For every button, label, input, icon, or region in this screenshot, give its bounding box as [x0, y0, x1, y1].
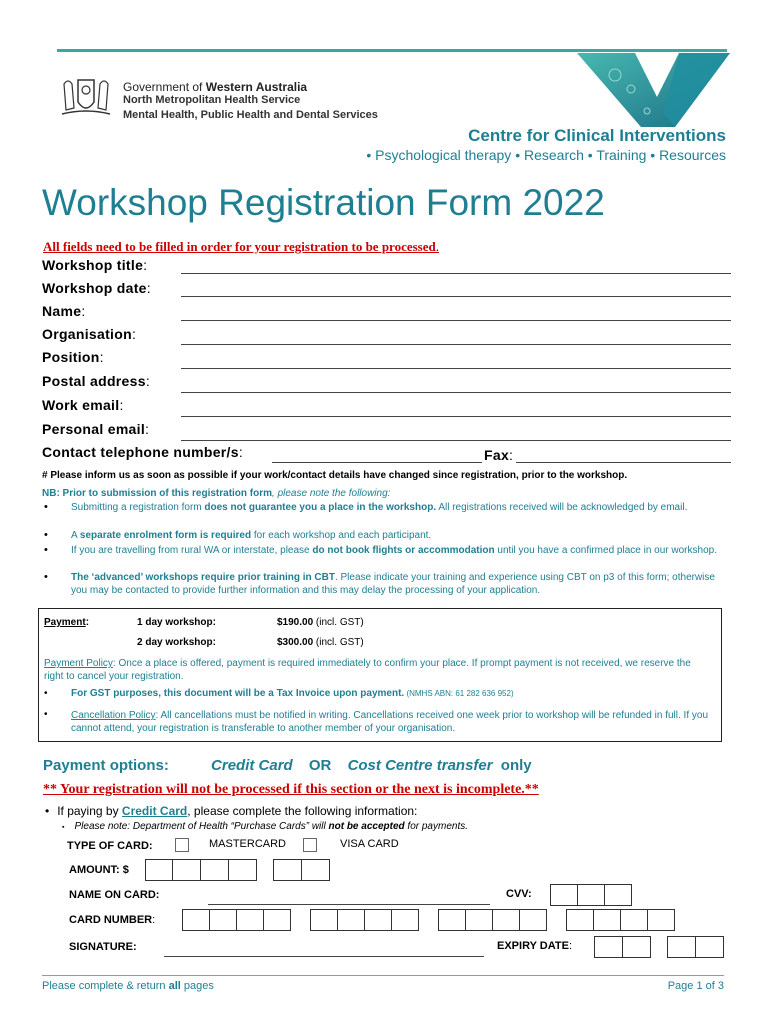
centre-name: Centre for Clinical Interventions: [468, 126, 726, 145]
visa-label: VISA CARD: [340, 838, 399, 850]
card-number-cell[interactable]: [364, 909, 392, 931]
visa-checkbox[interactable]: [303, 838, 317, 852]
fax-field[interactable]: [516, 462, 731, 463]
gst-bullet-dot: •: [44, 688, 48, 699]
payment-box: [38, 608, 722, 742]
card-number-cell[interactable]: [337, 909, 365, 931]
work-email-label: Work email:: [42, 397, 124, 413]
name-on-card-field[interactable]: [208, 904, 490, 905]
amount-cell[interactable]: [145, 859, 173, 881]
gov-line-2: North Metropolitan Health Service: [123, 94, 301, 106]
card-number-cell[interactable]: [209, 909, 237, 931]
card-number-cell[interactable]: [519, 909, 547, 931]
card-number-label: CARD NUMBER:: [69, 914, 156, 926]
day2-label: 2 day workshop:: [137, 637, 216, 648]
cvv-cell[interactable]: [577, 884, 605, 906]
cancel-bullet-dot: •: [44, 709, 48, 720]
inform-note: # Please inform us as soon as possible if your work/contact details have changed since registration, prior to the workshop.: [42, 470, 628, 481]
personal-email-label: Personal email:: [42, 421, 150, 437]
card-number-cell[interactable]: [647, 909, 675, 931]
expiry-cell[interactable]: [622, 936, 651, 958]
nb-bullet-4: • The ‘advanced’ workshops require prior training in CBT. Please indicate your training and experience using CBT on p3 of this form; otherwise you may be contacted to provide further information and this may delay the processing of your application.: [44, 571, 715, 596]
amount-label: AMOUNT: $: [69, 864, 129, 876]
payment-policy: Payment Policy: Once a place is offered, payment is required immediately to confirm your place. If prompt payment is not received, we reserve the right to cancel your registration.: [44, 658, 691, 682]
paying-bullet: • If paying by Credit Card, please complete the following information:: [45, 804, 418, 818]
mastercard-checkbox[interactable]: [175, 838, 189, 852]
day2-price: $300.00 (incl. GST): [277, 637, 364, 648]
amount-cell[interactable]: [172, 859, 201, 881]
cvv-cell[interactable]: [604, 884, 632, 906]
required-note: All fields need to be filled in order for your registration to be processed.: [43, 239, 439, 254]
nb-bullet-3: • If you are travelling from rural WA or interstate, please do not book flights or accommodation until you have a confirmed place in our workshop.: [44, 544, 717, 556]
workshop-title-label: Workshop title:: [42, 257, 148, 273]
gov-line-3: Mental Health, Public Health and Dental Services: [123, 109, 378, 121]
signature-label: SIGNATURE:: [69, 941, 137, 953]
personal-email-field[interactable]: [181, 440, 731, 441]
day1-price: $190.00 (incl. GST): [277, 617, 364, 628]
workshop-date-label: Workshop date:: [42, 280, 151, 296]
signature-field[interactable]: [164, 956, 484, 957]
contact-phone-field[interactable]: [272, 462, 482, 463]
card-type-label: TYPE OF CARD:: [67, 840, 153, 852]
position-field[interactable]: [181, 368, 731, 369]
card-number-cell[interactable]: [566, 909, 594, 931]
expiry-cell[interactable]: [667, 936, 696, 958]
card-number-cell[interactable]: [391, 909, 419, 931]
card-number-cell[interactable]: [593, 909, 621, 931]
name-field[interactable]: [181, 320, 731, 321]
card-number-cell[interactable]: [263, 909, 291, 931]
organisation-field[interactable]: [181, 344, 731, 345]
card-number-cell[interactable]: [182, 909, 210, 931]
card-number-cell[interactable]: [236, 909, 264, 931]
contact-phone-label: Contact telephone number/s:: [42, 444, 244, 460]
expiry-cell[interactable]: [594, 936, 623, 958]
gst-note: For GST purposes, this document will be a Tax Invoice upon payment. (NMHS ABN: 61 282 636 952): [71, 688, 514, 699]
payment-label: Payment:: [44, 617, 90, 628]
fax-label: Fax:: [484, 447, 514, 463]
expiry-cell[interactable]: [695, 936, 724, 958]
organisation-label: Organisation:: [42, 326, 137, 342]
nb-bullet-1: • Submitting a registration form does not guarantee you a place in the workshop. All registrations received will be acknowledged by email.: [44, 501, 688, 513]
cvv-cell[interactable]: [550, 884, 578, 906]
nb-lead: NB: Prior to submission of this registration form, please note the following:: [42, 488, 391, 499]
work-email-field[interactable]: [181, 416, 731, 417]
amount-cents-cell[interactable]: [273, 859, 302, 881]
payment-options: Payment options: Credit Card OR Cost Centre transfer only: [43, 757, 532, 774]
card-number-cell[interactable]: [310, 909, 338, 931]
card-number-cell[interactable]: [438, 909, 466, 931]
footer-rule: [42, 975, 724, 976]
expiry-label: EXPIRY DATE:: [497, 940, 572, 952]
header-rule: [57, 49, 727, 52]
wa-crest-icon: [58, 74, 114, 120]
footer-note: Please complete & return all pages: [42, 980, 214, 992]
mastercard-label: MASTERCARD: [209, 838, 287, 850]
page-number: Page 1 of 3: [667, 980, 724, 992]
day1-label: 1 day workshop:: [137, 617, 216, 628]
amount-cell[interactable]: [228, 859, 257, 881]
page-title: Workshop Registration Form 2022: [42, 182, 605, 223]
amount-cell[interactable]: [200, 859, 229, 881]
workshop-title-field[interactable]: [181, 273, 731, 274]
position-label: Position:: [42, 349, 104, 365]
cvv-label: CVV:: [506, 888, 532, 900]
incomplete-warning: ** Your registration will not be processed if this section or the next is incomplete.**: [43, 782, 539, 797]
tagline: • Psychological therapy • Research • Training • Resources: [366, 147, 726, 163]
card-number-cell[interactable]: [492, 909, 520, 931]
postal-address-field[interactable]: [181, 392, 731, 393]
card-number-cell[interactable]: [620, 909, 648, 931]
name-label: Name:: [42, 303, 86, 319]
cancellation-policy: Cancellation Policy: All cancellations must be notified in writing. Cancellations received one week prior to workshop will be refunded in full. If you cannot attend, your registration is transferable to another member of your organisation.: [71, 710, 709, 734]
card-number-cell[interactable]: [465, 909, 493, 931]
purchase-card-note: ▪ Please note: Department of Health “Purchase Cards” will not be accepted for payments.: [62, 821, 468, 832]
workshop-date-field[interactable]: [181, 296, 731, 297]
cci-logo-icon: [575, 53, 730, 127]
postal-address-label: Postal address:: [42, 373, 151, 389]
amount-cents-cell[interactable]: [301, 859, 330, 881]
gov-line-1: Government of Western Australia: [123, 80, 308, 94]
nb-bullet-2: • A separate enrolment form is required for each workshop and each participant.: [44, 529, 432, 541]
name-on-card-label: NAME ON CARD:: [69, 889, 160, 901]
